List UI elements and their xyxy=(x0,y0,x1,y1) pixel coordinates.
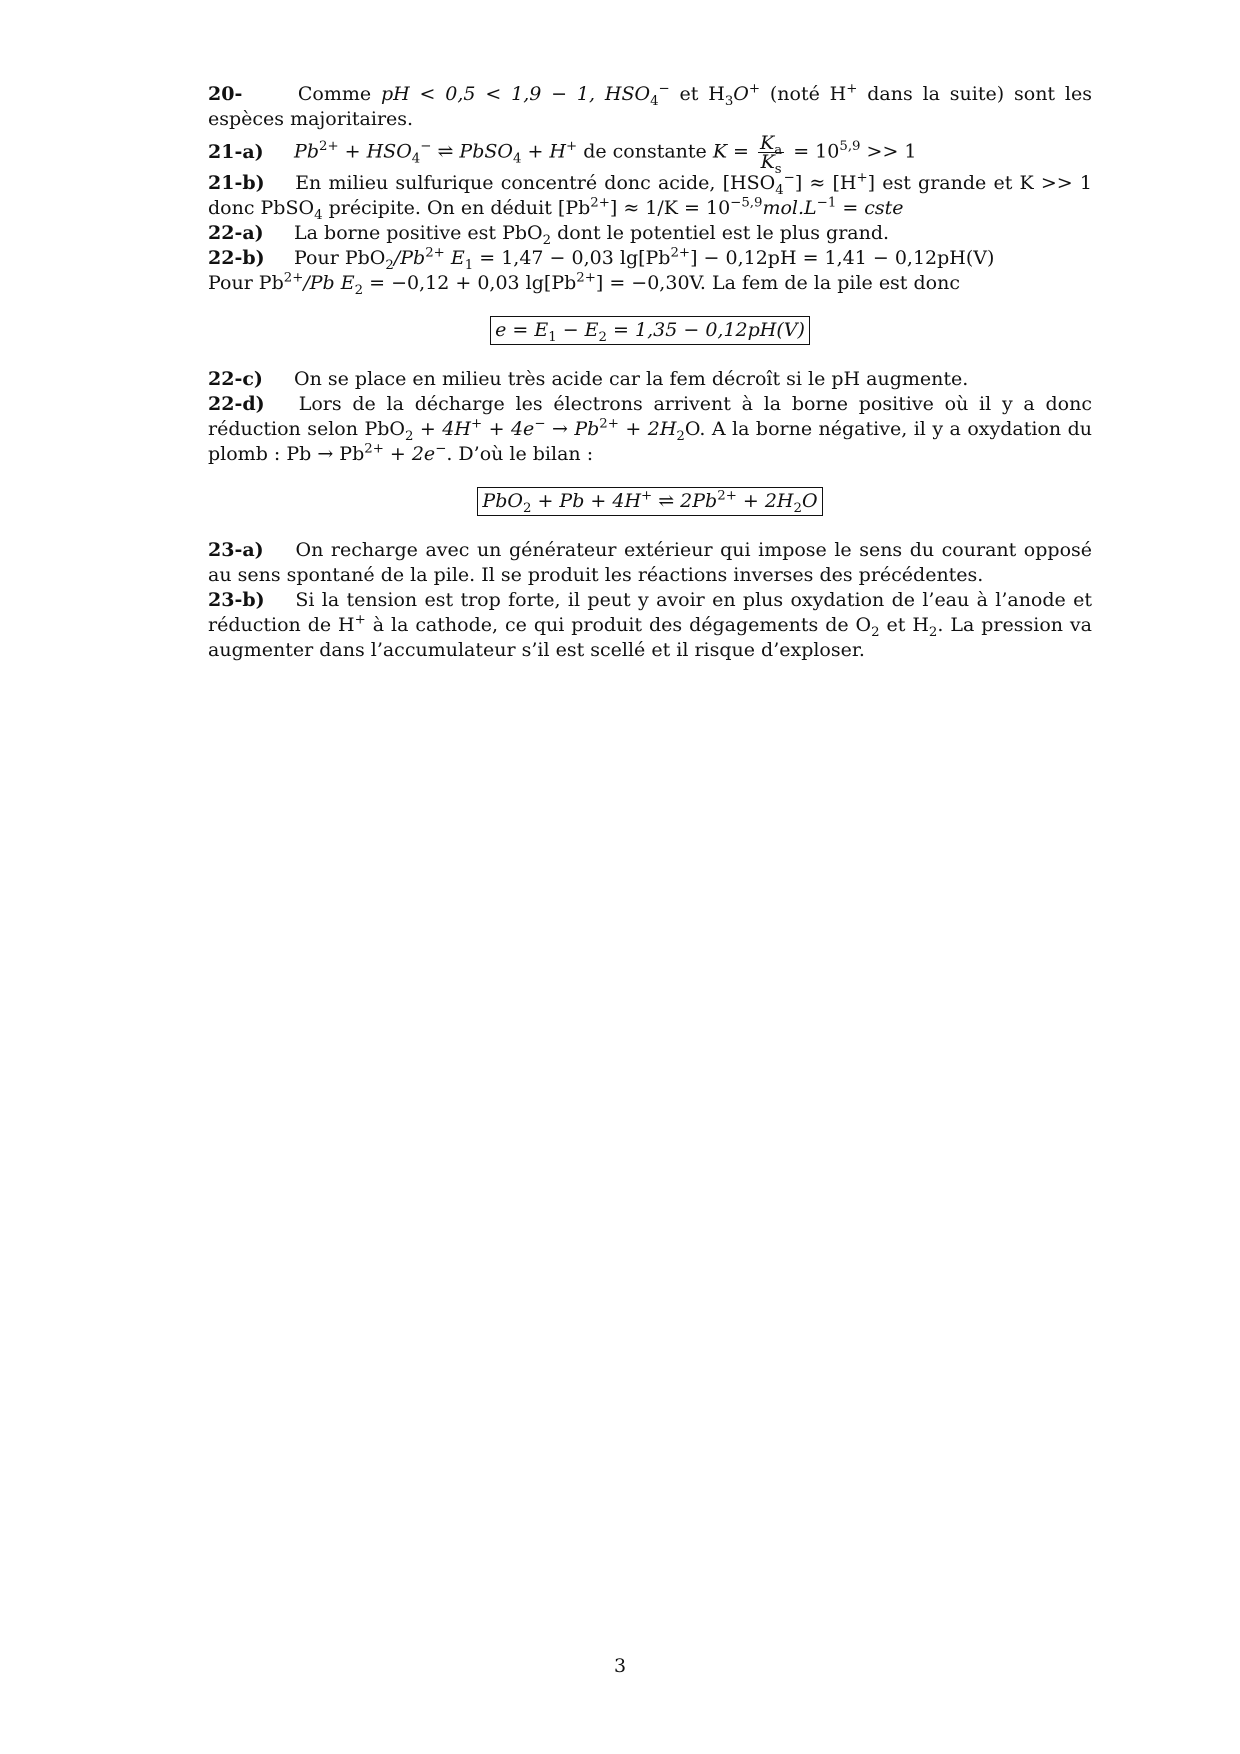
fraction-ka-ks: $\frac{K_a}{K_s}$ xyxy=(760,132,783,177)
answer-21a: 21-a) $Pb^{2+} + HSO_4^-$ ⇌ PbSO$_4$ + H+ de constante K = $\frac{K_a}{K_s}$ = $10^{5,9} >> 1$ xyxy=(208,132,917,177)
answer-label: 22-a) xyxy=(208,222,264,244)
answer-23a: 23-a) On recharge avec un générateur extérieur qui impose le sens du courant opposé au sens spontané de la pile. Il se produit les réactions inverses des précédentes. xyxy=(208,539,1092,586)
answer-label: 22-b) xyxy=(208,247,265,269)
answer-label: 23-a) xyxy=(208,539,264,561)
answer-21b: 21-b) En milieu sulfurique concentré donc acide, $[HSO_4^-] \approx [H^+]$ est grande et K >> 1 donc PbSO$_4$ précipite. On en déduit $[Pb^{2+}] \approx 1/K = 10^{-5,9}mol.L^{-1}$ = cste xyxy=(208,170,1092,223)
answer-22d: 22-d) Lors de la décharge les électrons arrivent à la borne positive où il y a donc réduction selon $PbO_2 + 4H^+ + 4e^- \to Pb^{2+} + 2H_2O$. A la borne négative, il y a oxydation du plomb : $Pb \to Pb^{2+} + 2e^-$. D’où le bilan : xyxy=(208,393,1092,465)
answer-label: 22-c) xyxy=(208,368,263,390)
answer-label: 21-b) xyxy=(208,172,265,194)
answer-22c: 22-c) On se place en milieu très acide car la fem décroît si le pH augmente. xyxy=(208,368,969,390)
answer-23b: 23-b) Si la tension est trop forte, il peut y avoir en plus oxydation de l’eau à l’anode et réduction de H+ à la cathode, ce qui produit des dégagements de $O_2$ et $H_2$. La pression va augmenter dans l’accumulateur s’il est scellé et il risque d’exploser. xyxy=(208,589,1092,661)
boxed-equation-fem: $e = E_1 - E_2 = 1,35 - 0,12pH(V)$ xyxy=(208,316,1092,345)
answer-label: 22-d) xyxy=(208,393,265,415)
answer-20: 20- Comme pH < 0,5 < 1,9 − 1, $HSO_4^-$ et $H_3O^+$ (noté H+ dans la suite) sont les espèces majoritaires. xyxy=(208,81,1092,130)
answer-22b: 22-b) Pour $PbO_2/Pb^{2+}$ $E_1 = 1,47 - 0,03$ $\lg[Pb^{2+}] - 0,12pH = 1,41 - 0,12pH(V)$ Pour $Pb^{2+}/Pb$ $E_2 = -0,12 + 0,03$ $\lg[Pb^{2+}] = -0,30V$. La fem de la pile est donc xyxy=(208,245,995,298)
answer-label: 23-b) xyxy=(208,589,265,611)
answer-22a: 22-a) La borne positive est PbO$_2$ dont le potentiel est le plus grand. xyxy=(208,222,890,248)
page-number: 3 xyxy=(613,1655,627,1677)
answer-label: 21-a) xyxy=(208,140,264,163)
answer-label: 20- xyxy=(208,83,243,105)
document-page xyxy=(208,82,1092,663)
boxed-equation-bilan: PbO$_2$ + Pb + 4H+ ⇌ $2Pb^{2+} + 2H_2O$ xyxy=(208,487,1092,516)
